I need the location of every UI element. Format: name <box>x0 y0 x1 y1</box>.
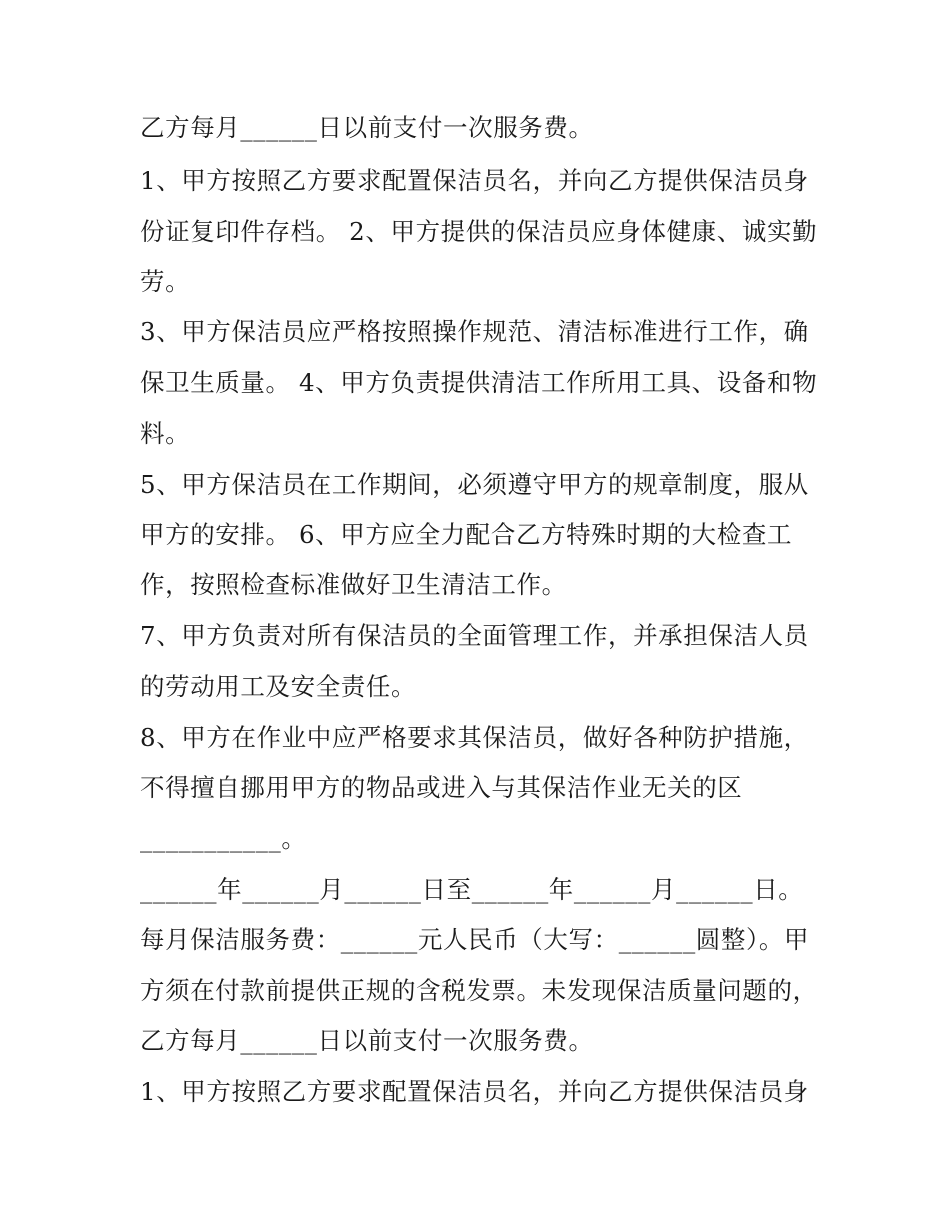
text-line: 3、甲方保洁员应严格按照操作规范、清洁标准进行工作，确 <box>140 317 809 346</box>
text-line: 劳。 <box>140 267 191 296</box>
text-line: 份证复印件存档。 2、甲方提供的保洁员应身体健康、诚实勤 <box>140 217 818 246</box>
text-line: ___________。 <box>140 824 307 853</box>
text-line: 7、甲方负责对所有保洁员的全面管理工作，并承担保洁人员 <box>140 621 809 650</box>
text-line: 8、甲方在作业中应严格要求其保洁员，做好各种防护措施， <box>140 723 809 752</box>
text-line: 1、甲方按照乙方要求配置保洁员名，并向乙方提供保洁员身 <box>140 166 809 195</box>
text-line: 甲方的安排。 6、甲方应全力配合乙方特殊时期的大检查工 <box>140 520 793 549</box>
text-line: 每月保洁服务费：______元人民币（大写：______圆整）。甲 <box>140 925 810 954</box>
text-line: 乙方每月______日以前支付一次服务费。 <box>140 1026 594 1055</box>
text-line: ______年______月______日至______年______月______日。 <box>140 875 804 904</box>
text-line: 的劳动用工及安全责任。 <box>140 672 417 701</box>
text-line: 1、甲方按照乙方要求配置保洁员名，并向乙方提供保洁员身 <box>140 1077 809 1106</box>
text-line: 作，按照检查标准做好卫生清洁工作。 <box>140 570 567 599</box>
text-line: 方须在付款前提供正规的含税发票。未发现保洁质量问题的， <box>140 976 818 1005</box>
text-line: 5、甲方保洁员在工作期间，必须遵守甲方的规章制度，服从 <box>140 470 809 499</box>
text-line: 不得擅自挪用甲方的物品或进入与其保洁作业无关的区 <box>140 773 743 802</box>
text-line: 保卫生质量。 4、甲方负责提供清洁工作所用工具、设备和物 <box>140 368 818 397</box>
text-line: 乙方每月______日以前支付一次服务费。 <box>140 113 594 142</box>
text-line: 料。 <box>140 419 191 448</box>
